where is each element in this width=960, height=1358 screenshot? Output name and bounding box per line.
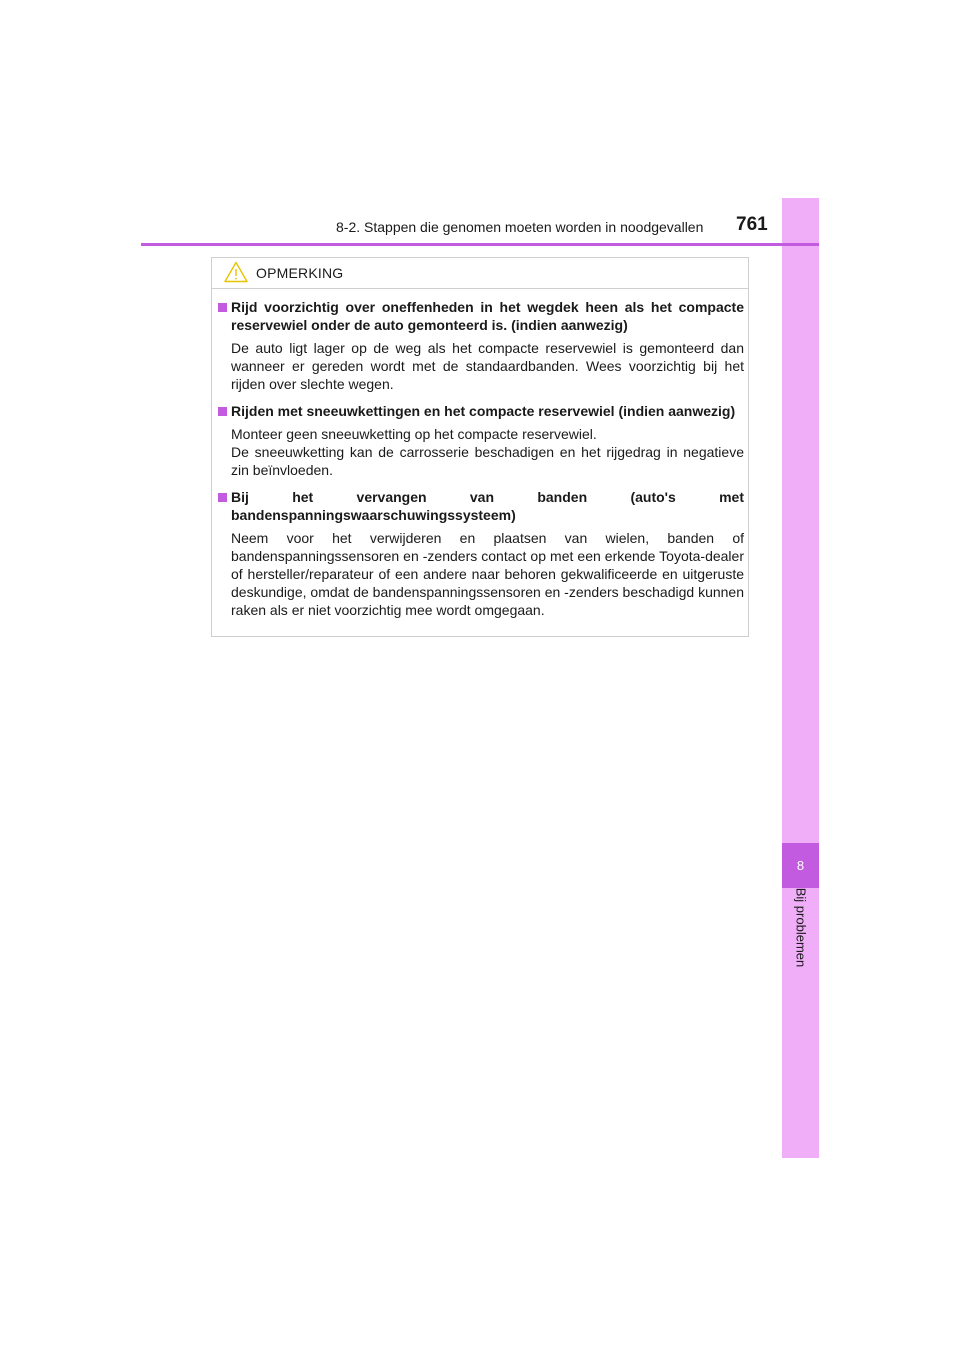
notice-items xyxy=(218,298,744,628)
notice-item-body xyxy=(231,425,744,479)
square-bullet-icon xyxy=(218,407,227,416)
notice-item-head xyxy=(218,298,744,334)
chapter-title-container xyxy=(782,880,819,975)
notice-item-title: Bij het vervangen van banden (auto's met bandenspanningswaarschuwingssysteem) xyxy=(231,489,744,523)
notice-item-body xyxy=(231,529,744,619)
section-header: 8-2. Stappen die genomen moeten worden in noodgevallen xyxy=(336,219,704,235)
page-number: 761 xyxy=(736,214,768,235)
notice-item-paragraph: Monteer geen sneeuwketting op het compacte reservewiel. xyxy=(231,426,597,442)
notice-item xyxy=(218,298,744,393)
notice-item-head xyxy=(218,488,744,524)
header-divider xyxy=(141,243,819,246)
notice-item-head xyxy=(218,402,744,420)
square-bullet-icon xyxy=(218,303,227,312)
notice-box xyxy=(211,257,749,637)
notice-item-title: Rijden met sneeuwkettingen en het compacte reservewiel (indien aanwezig) xyxy=(231,403,736,419)
warning-triangle-icon xyxy=(224,261,248,283)
notice-title: OPMERKING xyxy=(256,265,344,281)
notice-item-paragraph: De sneeuwketting kan de carrosserie beschadigen en het rijgedrag in negatieve zin beïnvloeden. xyxy=(231,444,744,478)
notice-item xyxy=(218,488,744,619)
chapter-number: 8 xyxy=(796,858,805,873)
square-bullet-icon xyxy=(218,493,227,502)
notice-item-body xyxy=(231,339,744,393)
notice-item-paragraph: De auto ligt lager op de weg als het compacte reservewiel is gemonteerd dan wanneer er gereden wordt met de standaardbanden. Wees voorzichtig bij het rijden over slechte wegen. xyxy=(231,340,744,392)
notice-item xyxy=(218,402,744,479)
notice-header xyxy=(212,258,748,289)
notice-item-title: Rijd voorzichtig over oneffenheden in het wegdek heen als het compacte reservewiel onder de auto gemonteerd is. (indien aanwezig) xyxy=(231,299,744,333)
notice-item-paragraph: Neem voor het verwijderen en plaatsen van wielen, banden of bandenspanningssensoren en -zenders contact op met een erkende Toyota-dealer of hersteller/reparateur of een andere naar behoren gekwalificeerde en uitgeruste deskundige, omdat de bandenspanningssensoren en -zenders beschadigd kunnen raken als er niet voorzichtig mee wordt omgegaan. xyxy=(231,530,744,618)
chapter-title: Bij problemen xyxy=(793,887,808,968)
chapter-side-tab xyxy=(782,198,819,1158)
